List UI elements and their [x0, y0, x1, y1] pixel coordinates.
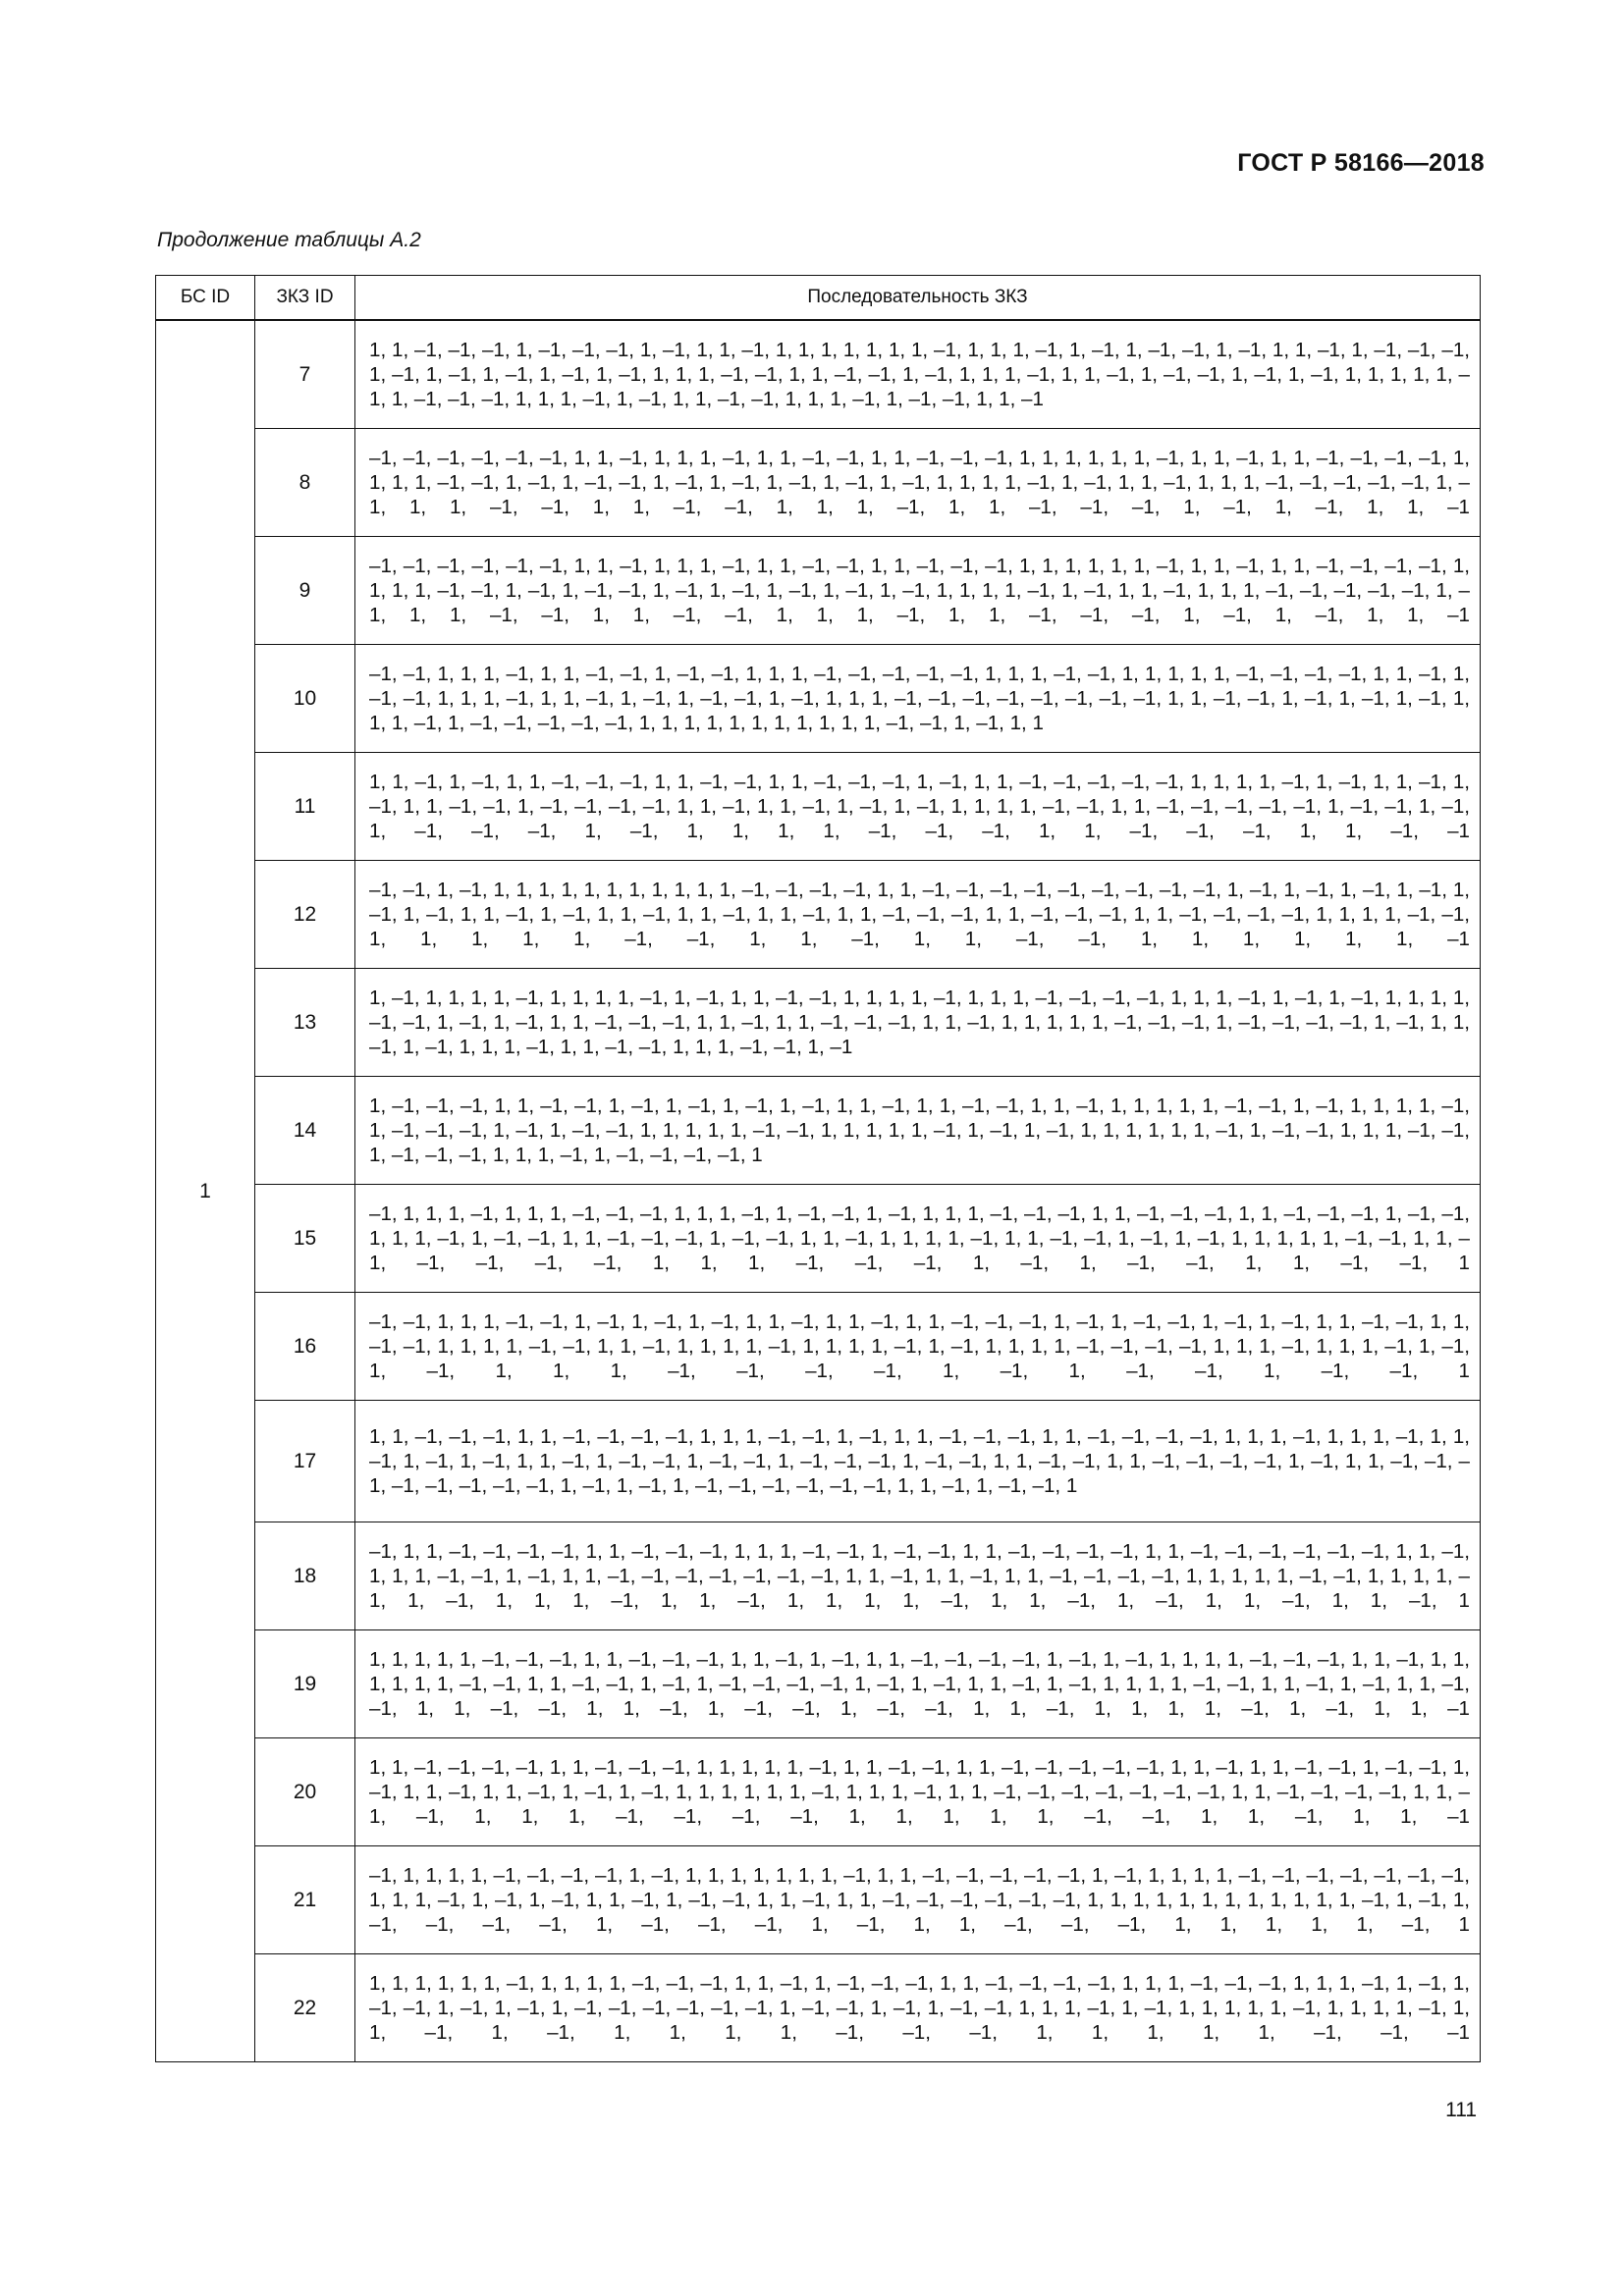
- zkz-id-cell: 17: [255, 1401, 355, 1522]
- column-header-bs-id: БС ID: [156, 276, 255, 321]
- zkz-id-cell: 20: [255, 1738, 355, 1846]
- table-header-row: [156, 276, 1481, 321]
- document-title: ГОСТ Р 58166—2018: [1237, 149, 1485, 177]
- zkz-id-cell: 8: [255, 429, 355, 537]
- zkz-id-cell: 12: [255, 861, 355, 969]
- zkz-id-cell: 10: [255, 645, 355, 753]
- zkz-id-cell: 13: [255, 969, 355, 1077]
- table-row: [156, 1738, 1481, 1846]
- zkz-id-cell: 11: [255, 753, 355, 861]
- sequence-cell: 1, –1, –1, –1, 1, 1, –1, –1, 1, –1, 1, –1, 1, –1, 1, –1, 1, 1, –1, 1, 1, –1, –1, 1, 1, –1, 1, 1, 1, 1, 1, –1, –1, 1, –1, 1, 1, 1, 1, –1, 1, –1, –1, –1, 1, –1, 1, –1, –1, 1, 1, 1, 1, 1, –1, –1, 1, 1, 1, 1, 1, –1, 1, –1, 1, –1, 1, 1, 1, 1, 1, 1, –1, 1, –1, –1, 1, 1, 1, –1, –1, 1, –1, –1, –1, 1, 1, 1, –1, 1, –1, –1, –1, –1, 1: [355, 1077, 1481, 1185]
- sequence-cell: 1, 1, 1, 1, 1, –1, –1, –1, 1, 1, –1, –1, –1, 1, 1, –1, 1, –1, 1, 1, –1, –1, –1, –1, 1, –1, 1, –1, 1, 1, 1, 1, –1, –1, –1, 1, 1, –1, 1, 1, 1, 1, 1, 1, –1, –1, 1, 1, –1, –1, 1, –1, 1, –1, –1, –1, –1, 1, –1, 1, –1, 1, 1, –1, 1, –1, 1, 1, 1, 1, –1, –1, 1, 1, –1, 1, –1, 1, 1, –1, –1, 1, 1, –1, –1, 1, 1, –1, 1, –1, –1, 1, –1, –1, 1, 1, –1, 1, 1, 1, 1, –1, 1, –1, 1, 1, –1: [355, 1630, 1481, 1738]
- sequence-cell: 1, 1, –1, –1, –1, –1, 1, 1, –1, –1, –1, 1, 1, 1, 1, 1, –1, 1, 1, –1, –1, 1, 1, –1, –1, –1, –1, –1, 1, 1, –1, 1, 1, –1, –1, 1, –1, –1, 1, –1, 1, 1, –1, 1, 1, –1, 1, –1, 1, –1, 1, 1, 1, 1, 1, 1, –1, 1, 1, 1, –1, 1, 1, –1, –1, –1, –1, –1, –1, –1, 1, 1, –1, –1, –1, –1, 1, 1, –1, –1, 1, 1, 1, –1, –1, –1, –1, 1, 1, 1, 1, 1, –1, –1, 1, 1, –1, 1, 1, –1: [355, 1738, 1481, 1846]
- sequence-cell: –1, –1, 1, 1, 1, –1, 1, 1, –1, –1, 1, –1, –1, 1, 1, 1, –1, –1, –1, –1, –1, 1, 1, 1, –1, –1, 1, 1, 1, 1, 1, –1, –1, –1, –1, 1, 1, –1, 1, –1, –1, 1, 1, 1, –1, 1, 1, –1, 1, –1, 1, –1, –1, 1, –1, 1, 1, 1, –1, –1, –1, –1, –1, –1, –1, –1, 1, 1, –1, –1, 1, –1, 1, –1, 1, –1, 1, 1, 1, –1, 1, –1, –1, –1, –1, –1, 1, 1, 1, 1, 1, 1, 1, 1, 1, 1, 1, –1, –1, 1, –1, 1, 1: [355, 645, 1481, 753]
- table-row: [156, 861, 1481, 969]
- sequence-cell: –1, 1, 1, 1, –1, 1, 1, 1, –1, –1, –1, 1, 1, 1, –1, 1, –1, –1, 1, –1, 1, 1, 1, –1, –1, –1, 1, 1, –1, –1, –1, 1, 1, –1, –1, –1, 1, –1, –1, 1, 1, 1, –1, 1, –1, –1, 1, 1, –1, –1, –1, 1, –1, –1, 1, 1, –1, 1, 1, 1, 1, –1, 1, 1, –1, –1, 1, –1, 1, –1, 1, 1, 1, 1, 1, –1, –1, 1, 1, –1, –1, –1, –1, –1, 1, 1, 1, –1, –1, –1, 1, –1, 1, –1, –1, 1, 1, –1, –1, 1: [355, 1185, 1481, 1293]
- column-header-zkz-id: ЗКЗ ID: [255, 276, 355, 321]
- table-row: [156, 1522, 1481, 1630]
- sequence-cell: 1, 1, –1, 1, –1, 1, 1, –1, –1, –1, 1, 1, –1, –1, 1, 1, –1, –1, –1, 1, –1, 1, 1, –1, –1, –1, –1, –1, 1, 1, 1, 1, –1, 1, –1, 1, 1, –1, 1, –1, 1, 1, –1, –1, 1, –1, –1, –1, –1, 1, 1, –1, 1, 1, –1, 1, –1, 1, –1, 1, 1, 1, 1, –1, –1, 1, 1, –1, –1, –1, –1, –1, 1, –1, –1, 1, –1, 1, –1, –1, –1, 1, –1, 1, 1, 1, 1, –1, –1, –1, 1, 1, –1, –1, –1, 1, 1, –1, –1: [355, 753, 1481, 861]
- zkz-id-cell: 16: [255, 1293, 355, 1401]
- column-header-sequence: Последовательность ЗКЗ: [355, 276, 1481, 321]
- table-row: [156, 1954, 1481, 2062]
- table-row: [156, 645, 1481, 753]
- zkz-id-cell: 19: [255, 1630, 355, 1738]
- page-number: 111: [1445, 2099, 1477, 2121]
- zkz-id-cell: 18: [255, 1522, 355, 1630]
- sequence-cell: –1, –1, –1, –1, –1, –1, 1, 1, –1, 1, 1, 1, –1, 1, 1, –1, –1, 1, 1, –1, –1, –1, 1, 1, 1, 1, 1, 1, –1, 1, 1, –1, 1, 1, –1, –1, –1, –1, 1, 1, 1, 1, –1, –1, 1, –1, 1, –1, –1, 1, –1, 1, –1, 1, –1, 1, –1, 1, –1, 1, 1, 1, 1, –1, 1, –1, 1, 1, –1, 1, 1, 1, –1, –1, –1, –1, –1, 1, –1, 1, 1, –1, –1, 1, 1, –1, –1, 1, 1, 1, –1, 1, 1, –1, –1, –1, 1, –1, 1, –1, 1, 1, –1: [355, 429, 1481, 537]
- sequence-table: [155, 275, 1481, 2062]
- table-row: [156, 1630, 1481, 1738]
- table-row: [156, 537, 1481, 645]
- sequence-cell: –1, –1, 1, 1, 1, –1, –1, 1, –1, 1, –1, 1, –1, 1, 1, –1, 1, 1, –1, 1, 1, –1, –1, –1, 1, –1, 1, –1, –1, 1, –1, 1, –1, 1, 1, –1, –1, 1, 1, –1, –1, 1, 1, 1, 1, –1, –1, 1, 1, –1, 1, 1, 1, 1, –1, 1, 1, 1, 1, –1, 1, –1, 1, 1, 1, 1, –1, –1, –1, –1, 1, 1, 1, –1, 1, 1, 1, –1, 1, –1, 1, –1, 1, 1, 1, –1, –1, –1, –1, 1, –1, 1, –1, –1, 1, –1, –1, 1: [355, 1293, 1481, 1401]
- sequence-cell: –1, –1, –1, –1, –1, –1, 1, 1, –1, 1, 1, 1, –1, 1, 1, –1, –1, 1, 1, –1, –1, –1, 1, 1, 1, 1, 1, 1, –1, 1, 1, –1, 1, 1, –1, –1, –1, –1, 1, 1, 1, 1, –1, –1, 1, –1, 1, –1, –1, 1, –1, 1, –1, 1, –1, 1, –1, 1, –1, 1, 1, 1, 1, –1, 1, –1, 1, 1, –1, 1, 1, 1, –1, –1, –1, –1, –1, 1, –1, 1, 1, –1, –1, 1, 1, –1, –1, 1, 1, 1, –1, 1, 1, –1, –1, –1, 1, –1, 1, –1, 1, 1, –1: [355, 537, 1481, 645]
- zkz-id-cell: 7: [255, 320, 355, 429]
- table-row: [156, 1293, 1481, 1401]
- table-row: [156, 753, 1481, 861]
- table-row: [156, 1846, 1481, 1954]
- zkz-id-cell: 21: [255, 1846, 355, 1954]
- sequence-cell: –1, –1, 1, –1, 1, 1, 1, 1, 1, 1, 1, 1, 1, 1, 1, –1, –1, –1, –1, 1, 1, –1, –1, –1, –1, –1, –1, –1, –1, –1, 1, –1, 1, –1, 1, –1, 1, –1, 1, –1, 1, –1, 1, 1, –1, 1, –1, 1, 1, –1, 1, 1, –1, 1, 1, –1, 1, 1, –1, –1, –1, 1, 1, –1, –1, –1, 1, 1, –1, –1, –1, –1, 1, 1, 1, 1, –1, –1, 1, 1, 1, 1, 1, –1, –1, 1, 1, –1, 1, 1, –1, –1, 1, 1, 1, 1, 1, 1, –1: [355, 861, 1481, 969]
- sequence-cell: –1, 1, 1, 1, 1, –1, –1, –1, –1, 1, –1, 1, 1, 1, 1, 1, 1, 1, –1, 1, 1, –1, –1, –1, –1, –1, 1, –1, 1, 1, 1, 1, –1, –1, –1, –1, –1, –1, –1, 1, 1, 1, –1, 1, –1, 1, –1, 1, 1, –1, 1, –1, –1, 1, 1, –1, 1, 1, –1, –1, –1, –1, –1, –1, 1, 1, 1, 1, 1, 1, 1, 1, 1, 1, 1, 1, –1, 1, –1, 1, –1, –1, –1, –1, 1, –1, –1, –1, 1, –1, 1, 1, –1, –1, –1, 1, 1, 1, 1, 1, –1, 1: [355, 1846, 1481, 1954]
- sequence-cell: 1, 1, 1, 1, 1, 1, –1, 1, 1, 1, 1, –1, –1, –1, 1, 1, –1, 1, –1, –1, –1, 1, 1, –1, –1, –1, –1, 1, 1, 1, –1, –1, –1, 1, 1, 1, –1, 1, –1, 1, –1, –1, 1, –1, 1, –1, 1, –1, –1, –1, –1, –1, –1, 1, –1, –1, 1, –1, 1, –1, –1, 1, 1, 1, –1, 1, –1, 1, 1, 1, 1, 1, –1, 1, 1, 1, 1, –1, 1, 1, –1, 1, –1, 1, 1, 1, 1, –1, –1, –1, 1, 1, 1, 1, 1, –1, –1, –1: [355, 1954, 1481, 2062]
- zkz-id-cell: 22: [255, 1954, 355, 2062]
- sequence-cell: 1, 1, –1, –1, –1, 1, 1, –1, –1, –1, –1, 1, 1, 1, –1, –1, 1, –1, 1, 1, –1, –1, –1, 1, 1, –1, –1, –1, –1, 1, 1, 1, –1, 1, 1, 1, –1, 1, 1, –1, 1, –1, 1, –1, 1, 1, –1, 1, –1, –1, 1, –1, –1, 1, –1, –1, –1, 1, –1, –1, 1, 1, –1, –1, 1, 1, –1, –1, –1, –1, 1, –1, 1, 1, –1, –1, –1, –1, –1, –1, –1, –1, 1, –1, 1, –1, 1, –1, –1, –1, –1, –1, –1, 1, 1, –1, 1, –1, –1, 1: [355, 1401, 1481, 1522]
- table-row: [156, 1401, 1481, 1522]
- table-row: [156, 320, 1481, 429]
- table-row: [156, 429, 1481, 537]
- zkz-id-cell: 14: [255, 1077, 355, 1185]
- table-row: [156, 969, 1481, 1077]
- zkz-id-cell: 15: [255, 1185, 355, 1293]
- zkz-id-cell: 9: [255, 537, 355, 645]
- sequence-cell: 1, 1, –1, –1, –1, 1, –1, –1, –1, 1, –1, 1, 1, –1, 1, 1, 1, 1, 1, 1, 1, –1, 1, 1, 1, –1, 1, –1, 1, –1, –1, 1, –1, 1, 1, –1, 1, –1, –1, –1, 1, –1, 1, –1, 1, –1, 1, –1, 1, –1, 1, 1, 1, –1, –1, 1, 1, –1, –1, 1, –1, 1, 1, 1, –1, 1, 1, –1, 1, –1, –1, 1, –1, 1, –1, 1, 1, 1, 1, 1, –1, 1, –1, –1, –1, 1, 1, 1, –1, 1, –1, 1, 1, –1, –1, 1, 1, 1, –1, 1, –1, –1, 1, 1, –1: [355, 320, 1481, 429]
- table-caption: Продолжение таблицы А.2: [157, 229, 421, 251]
- table-row: [156, 1077, 1481, 1185]
- table-row: [156, 1185, 1481, 1293]
- sequence-cell: 1, –1, 1, 1, 1, 1, –1, 1, 1, 1, 1, –1, 1, –1, 1, 1, –1, –1, 1, 1, 1, 1, –1, 1, 1, 1, –1, –1, –1, –1, 1, 1, 1, –1, 1, –1, 1, –1, 1, 1, 1, 1, –1, –1, 1, –1, 1, –1, 1, 1, –1, –1, –1, 1, 1, –1, 1, 1, –1, –1, –1, 1, 1, –1, 1, 1, 1, 1, 1, –1, –1, –1, 1, –1, –1, –1, –1, 1, –1, 1, 1, –1, 1, –1, 1, 1, 1, –1, 1, 1, –1, –1, 1, 1, 1, –1, –1, 1, –1: [355, 969, 1481, 1077]
- sequence-cell: –1, 1, 1, –1, –1, –1, –1, 1, 1, –1, –1, –1, 1, 1, 1, –1, –1, 1, –1, –1, 1, 1, –1, –1, –1, –1, 1, 1, –1, –1, –1, –1, –1, –1, 1, 1, –1, 1, 1, 1, –1, –1, 1, –1, 1, 1, –1, –1, –1, –1, –1, –1, –1, 1, 1, –1, 1, 1, –1, 1, 1, –1, –1, –1, –1, 1, 1, 1, 1, 1, –1, –1, 1, 1, 1, 1, –1, 1, –1, 1, 1, 1, –1, 1, 1, –1, 1, 1, 1, 1, –1, 1, 1, –1, 1, –1, 1, 1, –1, 1, 1, –1, 1: [355, 1522, 1481, 1630]
- bs-id-cell: 1: [156, 320, 255, 2062]
